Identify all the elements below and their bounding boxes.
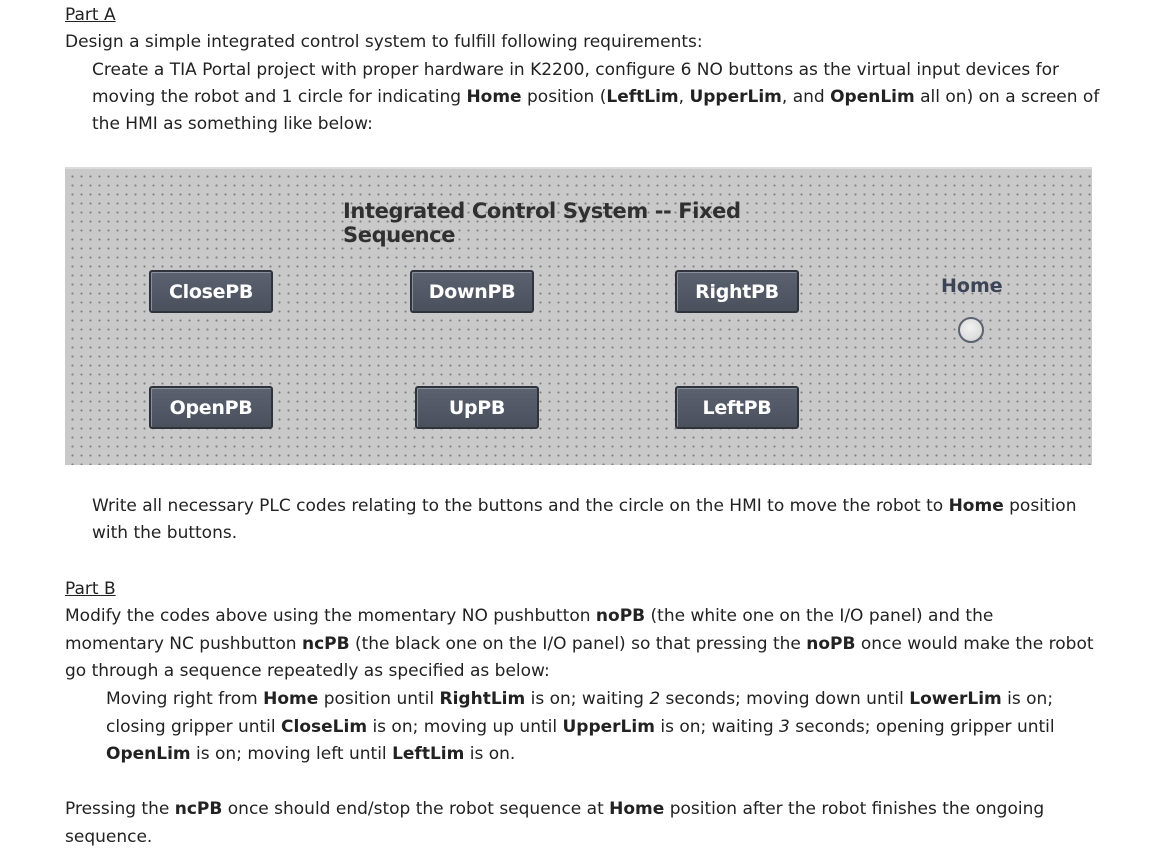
part-a-heading: Part A: [65, 5, 116, 25]
hmi-screen: [65, 167, 1092, 465]
part-b-heading: Part B: [65, 579, 116, 599]
part-a-task-line-3: the HMI as something like below:: [92, 114, 373, 134]
right-pb-button[interactable]: RightPB: [675, 270, 799, 313]
part-b-para-1-line-2: momentary NC pushbutton ncPB (the black one on the I/O panel) so that pressing the noPB once would make the robot: [65, 634, 1094, 654]
open-pb-button[interactable]: OpenPB: [149, 386, 273, 429]
part-a-task-line-1: Create a TIA Portal project with proper hardware in K2200, configure 6 NO buttons as the virtual input devices for: [92, 60, 1059, 80]
left-pb-button[interactable]: LeftPB: [675, 386, 799, 429]
part-a-after-line-2: with the buttons.: [92, 523, 238, 543]
part-b-sequence-line-2: closing gripper until CloseLim is on; moving up until UpperLim is on; waiting 3 seconds; opening gripper until: [106, 717, 1055, 737]
part-b-sequence-line-3: OpenLim is on; moving left until LeftLim is on.: [106, 744, 516, 764]
home-indicator-circle: [958, 317, 984, 343]
hmi-title: Integrated Control System -- Fixed Sequence: [343, 199, 741, 247]
part-b-para-2-line-1: Pressing the ncPB once should end/stop the robot sequence at Home position after the robot finishes the ongoing: [65, 799, 1045, 819]
part-b-sequence-line-1: Moving right from Home position until RightLim is on; waiting 2 seconds; moving down until LowerLim is on;: [106, 689, 1054, 709]
part-a-intro: Design a simple integrated control system to fulfill following requirements:: [65, 32, 703, 52]
home-label: Home: [941, 275, 1003, 297]
close-pb-button[interactable]: ClosePB: [149, 270, 273, 313]
part-a-task-line-2: moving the robot and 1 circle for indicating Home position (LeftLim, UpperLim, and OpenLim all on) on a screen of: [92, 87, 1100, 107]
part-b-para-1-line-1: Modify the codes above using the momentary NO pushbutton noPB (the white one on the I/O panel) and the: [65, 606, 994, 626]
up-pb-button[interactable]: UpPB: [415, 386, 539, 429]
part-a-after-line-1: Write all necessary PLC codes relating to the buttons and the circle on the HMI to move the robot to Home position: [92, 496, 1077, 516]
part-b-para-2-line-2: sequence.: [65, 827, 153, 847]
down-pb-button[interactable]: DownPB: [410, 270, 534, 313]
part-b-para-1-line-3: go through a sequence repeatedly as specified as below:: [65, 661, 550, 681]
